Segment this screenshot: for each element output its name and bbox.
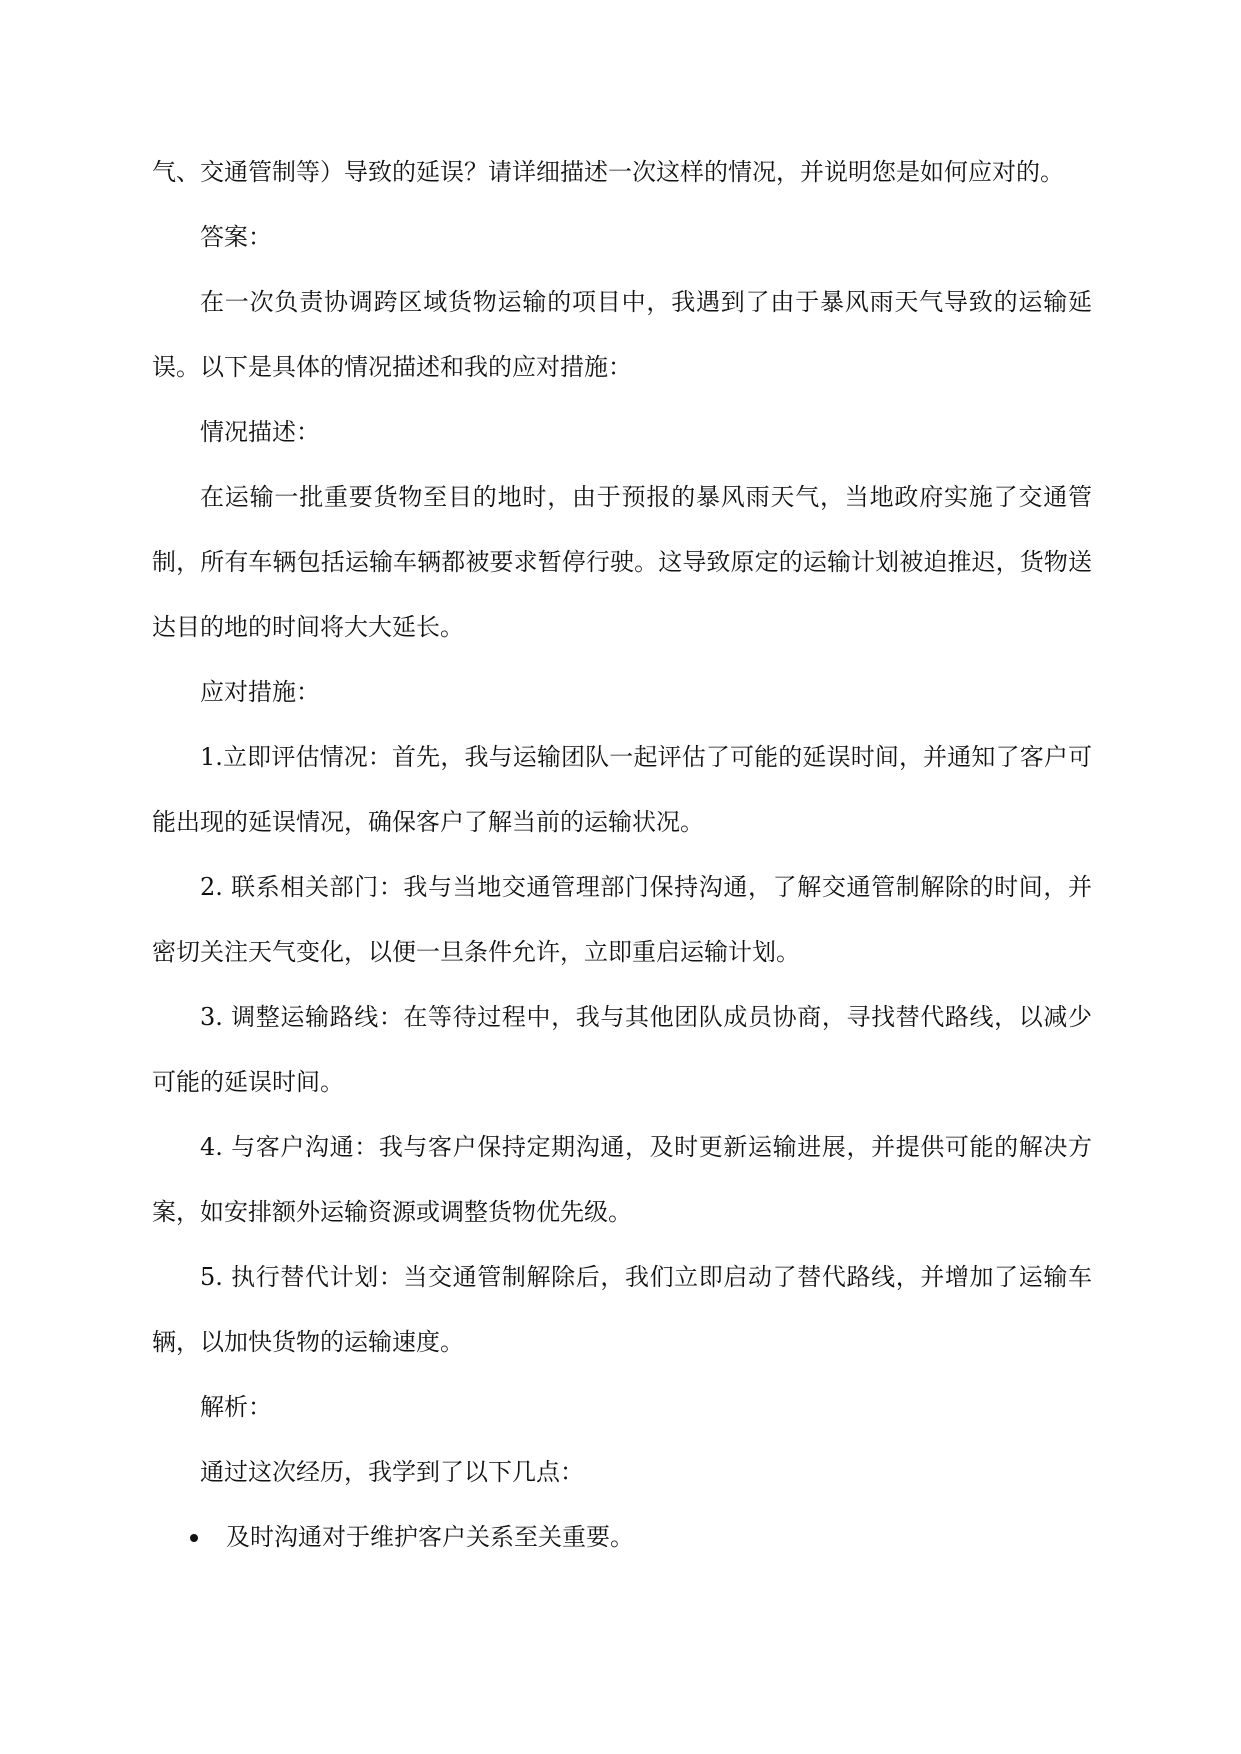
list-item (152, 1505, 1092, 1570)
lessons-list (152, 1505, 1092, 1570)
paragraph-lessons-intro: 通过这次经历，我学到了以下几点： (200, 1458, 584, 1486)
paragraph-measure-4: 4. 与客户沟通：我与客户保持定期沟通，及时更新运输进展，并提供可能的解决方案，如安排额外运输资源或调整货物优先级。 (152, 1133, 1092, 1226)
bullet-dot-icon (190, 1534, 198, 1542)
paragraph-answer-heading: 答案： (200, 223, 272, 251)
list-item-text: 及时沟通对于维护客户关系至关重要。 (226, 1523, 634, 1551)
paragraph-measure-5: 5. 执行替代计划：当交通管制解除后，我们立即启动了替代路线，并增加了运输车辆，以加快货物的运输速度。 (152, 1263, 1092, 1356)
paragraph-intro: 在一次负责协调跨区域货物运输的项目中，我遇到了由于暴风雨天气导致的运输延误。以下是具体的情况描述和我的应对措施： (152, 288, 1092, 381)
paragraph-measure-1: 1.立即评估情况：首先，我与运输团队一起评估了可能的延误时间，并通知了客户可能出现的延误情况，确保客户了解当前的运输状况。 (152, 743, 1092, 836)
paragraph-situation-heading: 情况描述： (200, 418, 320, 446)
document-body (152, 140, 1092, 1570)
paragraph-situation: 在运输一批重要货物至目的地时，由于预报的暴风雨天气，当地政府实施了交通管制，所有车辆包括运输车辆都被要求暂停行驶。这导致原定的运输计划被迫推迟，货物送达目的地的时间将大大延长。 (152, 483, 1092, 641)
paragraph-analysis-heading: 解析： (200, 1393, 272, 1421)
paragraph-measures-heading: 应对措施： (200, 678, 320, 706)
paragraph-question-continuation: 气、交通管制等）导致的延误？请详细描述一次这样的情况，并说明您是如何应对的。 (152, 158, 1064, 186)
paragraph-measure-2: 2. 联系相关部门：我与当地交通管理部门保持沟通，了解交通管制解除的时间，并密切关注天气变化，以便一旦条件允许，立即重启运输计划。 (152, 873, 1092, 966)
paragraph-measure-3: 3. 调整运输路线：在等待过程中，我与其他团队成员协商，寻找替代路线，以减少可能的延误时间。 (152, 1003, 1092, 1096)
